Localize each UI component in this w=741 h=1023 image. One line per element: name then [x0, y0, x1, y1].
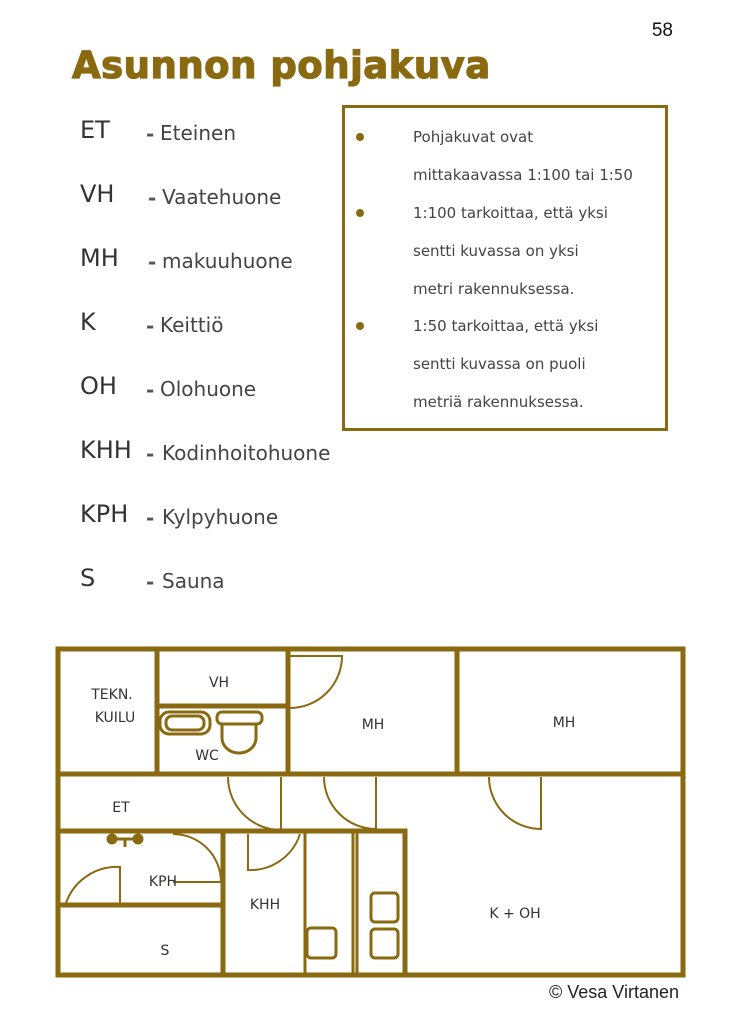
door-icon [324, 777, 376, 829]
room-label-s: S [160, 943, 170, 959]
legend-abbr: K [80, 308, 96, 336]
toilet-icon [222, 724, 256, 753]
info-line: sentti kuvassa on yksi [413, 242, 579, 260]
room-label-kuilu: KUILU [94, 710, 136, 726]
room-label-mh: MH [552, 715, 576, 731]
legend-meaning: Vaatehuone [162, 185, 282, 209]
page-title: Asunnon pohjakuva [72, 44, 491, 87]
appliance-icon [307, 928, 336, 958]
legend-dash: - [146, 570, 155, 594]
legend-meaning: Kylpyhuone [162, 505, 279, 529]
legend-meaning: makuuhuone [162, 249, 293, 273]
info-line: mittakaavassa 1:100 tai 1:50 [413, 166, 633, 184]
copyright: © Vesa Virtanen [548, 982, 679, 1002]
door-icon [228, 777, 281, 830]
legend-meaning: Eteinen [160, 121, 236, 145]
legend-dash: - [146, 314, 155, 338]
legend-abbr: MH [80, 244, 119, 272]
walls [58, 649, 683, 975]
info-line: metri rakennuksessa. [413, 280, 575, 298]
legend-abbr: VH [80, 180, 115, 208]
legend-dash: - [146, 122, 155, 146]
legend-abbr: ET [80, 116, 110, 144]
room-label-k-oh: K + OH [489, 906, 541, 922]
room-label-vh: VH [208, 675, 230, 691]
legend-abbr: KPH [80, 500, 129, 528]
door-icon [489, 777, 541, 829]
door-icon [248, 834, 300, 870]
outer-wall [58, 649, 683, 975]
room-label-wc: WC [195, 748, 219, 764]
legend-meaning: Sauna [162, 569, 225, 593]
info-line: 1:50 tarkoittaa, että yksi [413, 317, 599, 335]
door-icon [290, 656, 342, 708]
sink-basin [166, 716, 204, 730]
legend-dash: - [148, 186, 157, 210]
room-label-khh: KHH [249, 897, 281, 913]
legend-meaning: Keittiö [160, 313, 224, 337]
page-number: 58 [651, 20, 673, 41]
appliance-icon [371, 929, 398, 958]
appliance-icon [371, 893, 398, 922]
legend-meaning: Olohuone [160, 377, 257, 401]
info-line: sentti kuvassa on puoli [413, 355, 586, 373]
legend-abbr: KHH [80, 436, 132, 464]
info-line: Pohjakuvat ovat [413, 128, 534, 146]
cabinets [305, 831, 357, 975]
shower-knob-icon [134, 835, 142, 843]
door-icon [66, 867, 120, 903]
legend-dash: - [146, 442, 155, 466]
room-label-tekn: TEKN. [91, 687, 133, 703]
info-line: metriä rakennuksessa. [413, 393, 584, 411]
room-label-et: ET [112, 800, 130, 816]
info-line: 1:100 tarkoittaa, että yksi [413, 204, 608, 222]
legend-abbr: OH [80, 372, 117, 400]
door-icon [173, 834, 221, 882]
legend-meaning: Kodinhoitohuone [162, 441, 331, 465]
legend-dash: - [148, 250, 157, 274]
room-label-mh: MH [361, 717, 385, 733]
shower-knob-icon [108, 835, 116, 843]
legend-abbr: S [80, 564, 96, 592]
room-label-kph: KPH [148, 874, 178, 890]
legend-dash: - [146, 378, 155, 402]
legend-dash: - [146, 506, 155, 530]
toilet-tank-icon [217, 712, 262, 724]
room-labels [90, 675, 575, 959]
